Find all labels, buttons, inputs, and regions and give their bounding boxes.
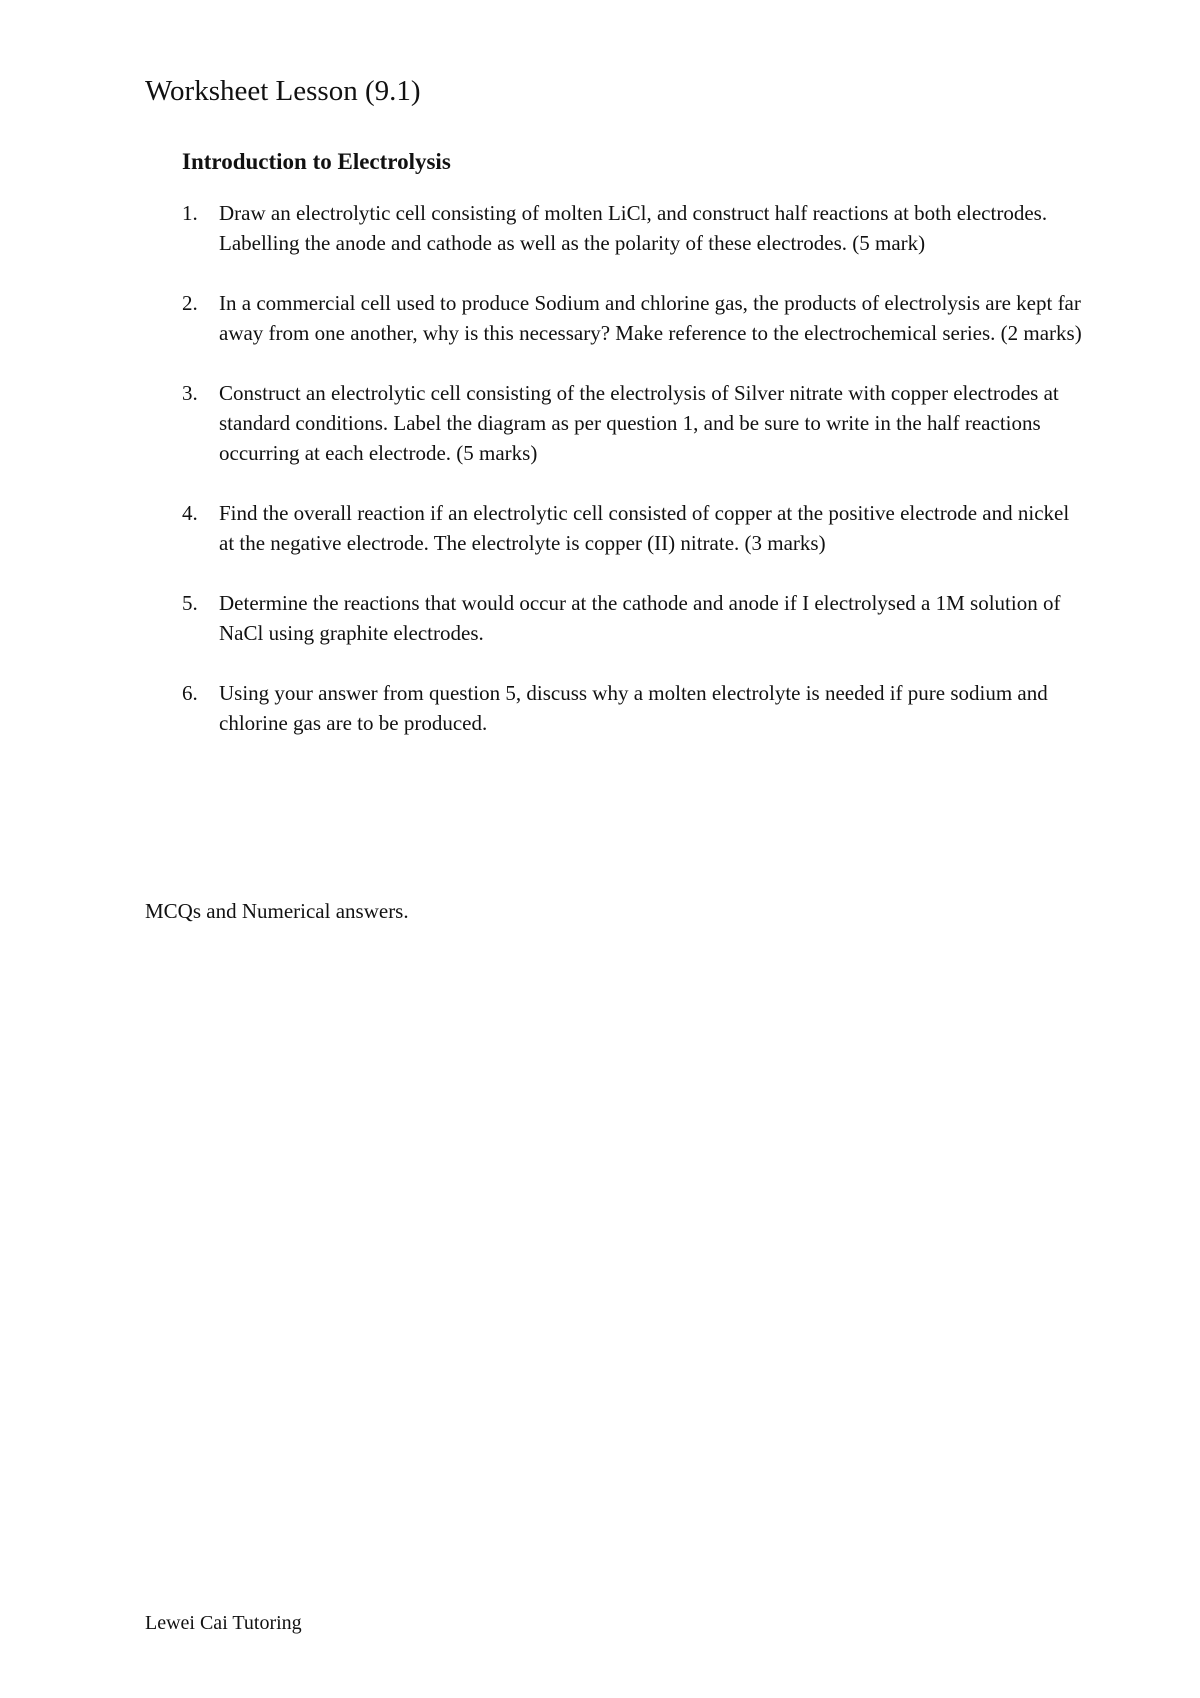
- question-text: Construct an electrolytic cell consisting of the electrolysis of Silver nitrate with copper electrodes at standard conditions. Label the diagram as per question 1, and be sure to write in the half reactions occurring at each electrode. (5 marks): [219, 381, 1059, 465]
- question-number: 5.: [182, 591, 198, 615]
- question-text: Determine the reactions that would occur at the cathode and anode if I electrolysed a 1M solution of NaCl using graphite electrodes.: [219, 591, 1061, 645]
- page-title: Worksheet Lesson (9.1): [145, 75, 421, 107]
- mcq-note: MCQs and Numerical answers.: [145, 899, 409, 923]
- question-item-3: [182, 378, 1082, 468]
- question-text: Using your answer from question 5, discuss why a molten electrolyte is needed if pure sodium and chlorine gas are to be produced.: [219, 681, 1048, 735]
- question-item-5: [182, 588, 1082, 648]
- question-item-6: [182, 678, 1082, 738]
- question-number: 3.: [182, 381, 198, 405]
- question-item-4: [182, 498, 1082, 558]
- question-text: In a commercial cell used to produce Sodium and chlorine gas, the products of electrolysis are kept far away from one another, why is this necessary? Make reference to the electrochemical series. (2 marks): [219, 291, 1082, 345]
- question-text: Find the overall reaction if an electrolytic cell consisted of copper at the positive electrode and nickel at the negative electrode. The electrolyte is copper (II) nitrate. (3 marks): [219, 501, 1070, 555]
- question-list: [182, 198, 1082, 768]
- question-number: 6.: [182, 681, 198, 705]
- question-number: 1.: [182, 201, 198, 225]
- question-number: 2.: [182, 291, 198, 315]
- section-heading: Introduction to Electrolysis: [182, 149, 451, 174]
- question-number: 4.: [182, 501, 198, 525]
- page-footer: Lewei Cai Tutoring: [145, 1612, 302, 1634]
- question-text: Draw an electrolytic cell consisting of molten LiCl, and construct half reactions at both electrodes. Labelling the anode and cathode as well as the polarity of these electrodes. (5 mark): [219, 201, 1048, 255]
- question-item-2: [182, 288, 1082, 348]
- question-item-1: [182, 198, 1082, 258]
